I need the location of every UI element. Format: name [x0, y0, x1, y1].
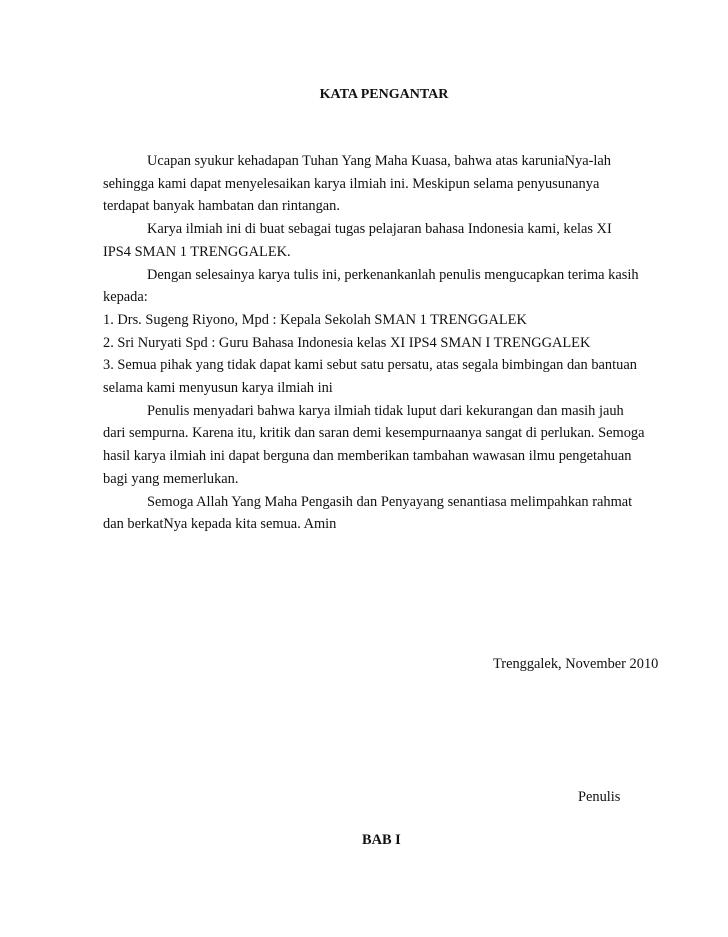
page-title: KATA PENGANTAR: [319, 87, 449, 102]
paragraph-line: kepada:: [103, 289, 148, 306]
paragraph-line: sehingga kami dapat menyelesaikan karya ilmiah ini. Meskipun selama penyusunanya: [103, 175, 600, 192]
paragraph-line: IPS4 SMAN 1 TRENGGALEK.: [103, 243, 291, 260]
paragraph-line: dari sempurna. Karena itu, kritik dan saran demi kesempurnaanya sangat di perlukan. Semoga: [103, 425, 645, 442]
paragraph-line: Ucapan syukur kehadapan Tuhan Yang Maha Kuasa, bahwa atas karuniaNya-lah: [147, 153, 611, 169]
paragraph-line: selama kami menyusun karya ilmiah ini: [103, 380, 333, 397]
paragraph-line: Semoga Allah Yang Maha Pengasih dan Penyayang senantiasa melimpahkan rahmat: [147, 493, 633, 510]
list-item: 1. Drs. Sugeng Riyono, Mpd : Kepala Sekolah SMAN 1 TRENGGALEK: [103, 311, 527, 328]
place-date: Trenggalek, November 2010: [493, 656, 659, 672]
paragraph-line: Dengan selesainya karya tulis ini, perkenankanlah penulis mengucapkan terima kasih: [147, 266, 639, 283]
chapter-heading: BAB I: [362, 832, 401, 848]
paragraph-line: terdapat banyak hambatan dan rintangan.: [103, 198, 340, 215]
author-signature: Penulis: [578, 789, 621, 805]
paragraph-line: Penulis menyadari bahwa karya ilmiah tidak luput dari kekurangan dan masih jauh: [147, 402, 624, 419]
paragraph-line: hasil karya ilmiah ini dapat berguna dan memberikan tambahan wawasan ilmu pengetahuan: [103, 448, 632, 465]
body-text: [103, 150, 663, 536]
paragraph-line: Karya ilmiah ini di buat sebagai tugas pelajaran bahasa Indonesia kami, kelas XI: [147, 221, 612, 238]
list-item: 3. Semua pihak yang tidak dapat kami sebut satu persatu, atas segala bimbingan dan bantuan: [103, 357, 637, 374]
list-item: 2. Sri Nuryati Spd : Guru Bahasa Indonesia kelas XI IPS4 SMAN I TRENGGALEK: [103, 334, 591, 351]
paragraph-line: dan berkatNya kepada kita semua. Amin: [103, 516, 337, 533]
paragraph-line: bagi yang memerlukan.: [103, 470, 239, 487]
